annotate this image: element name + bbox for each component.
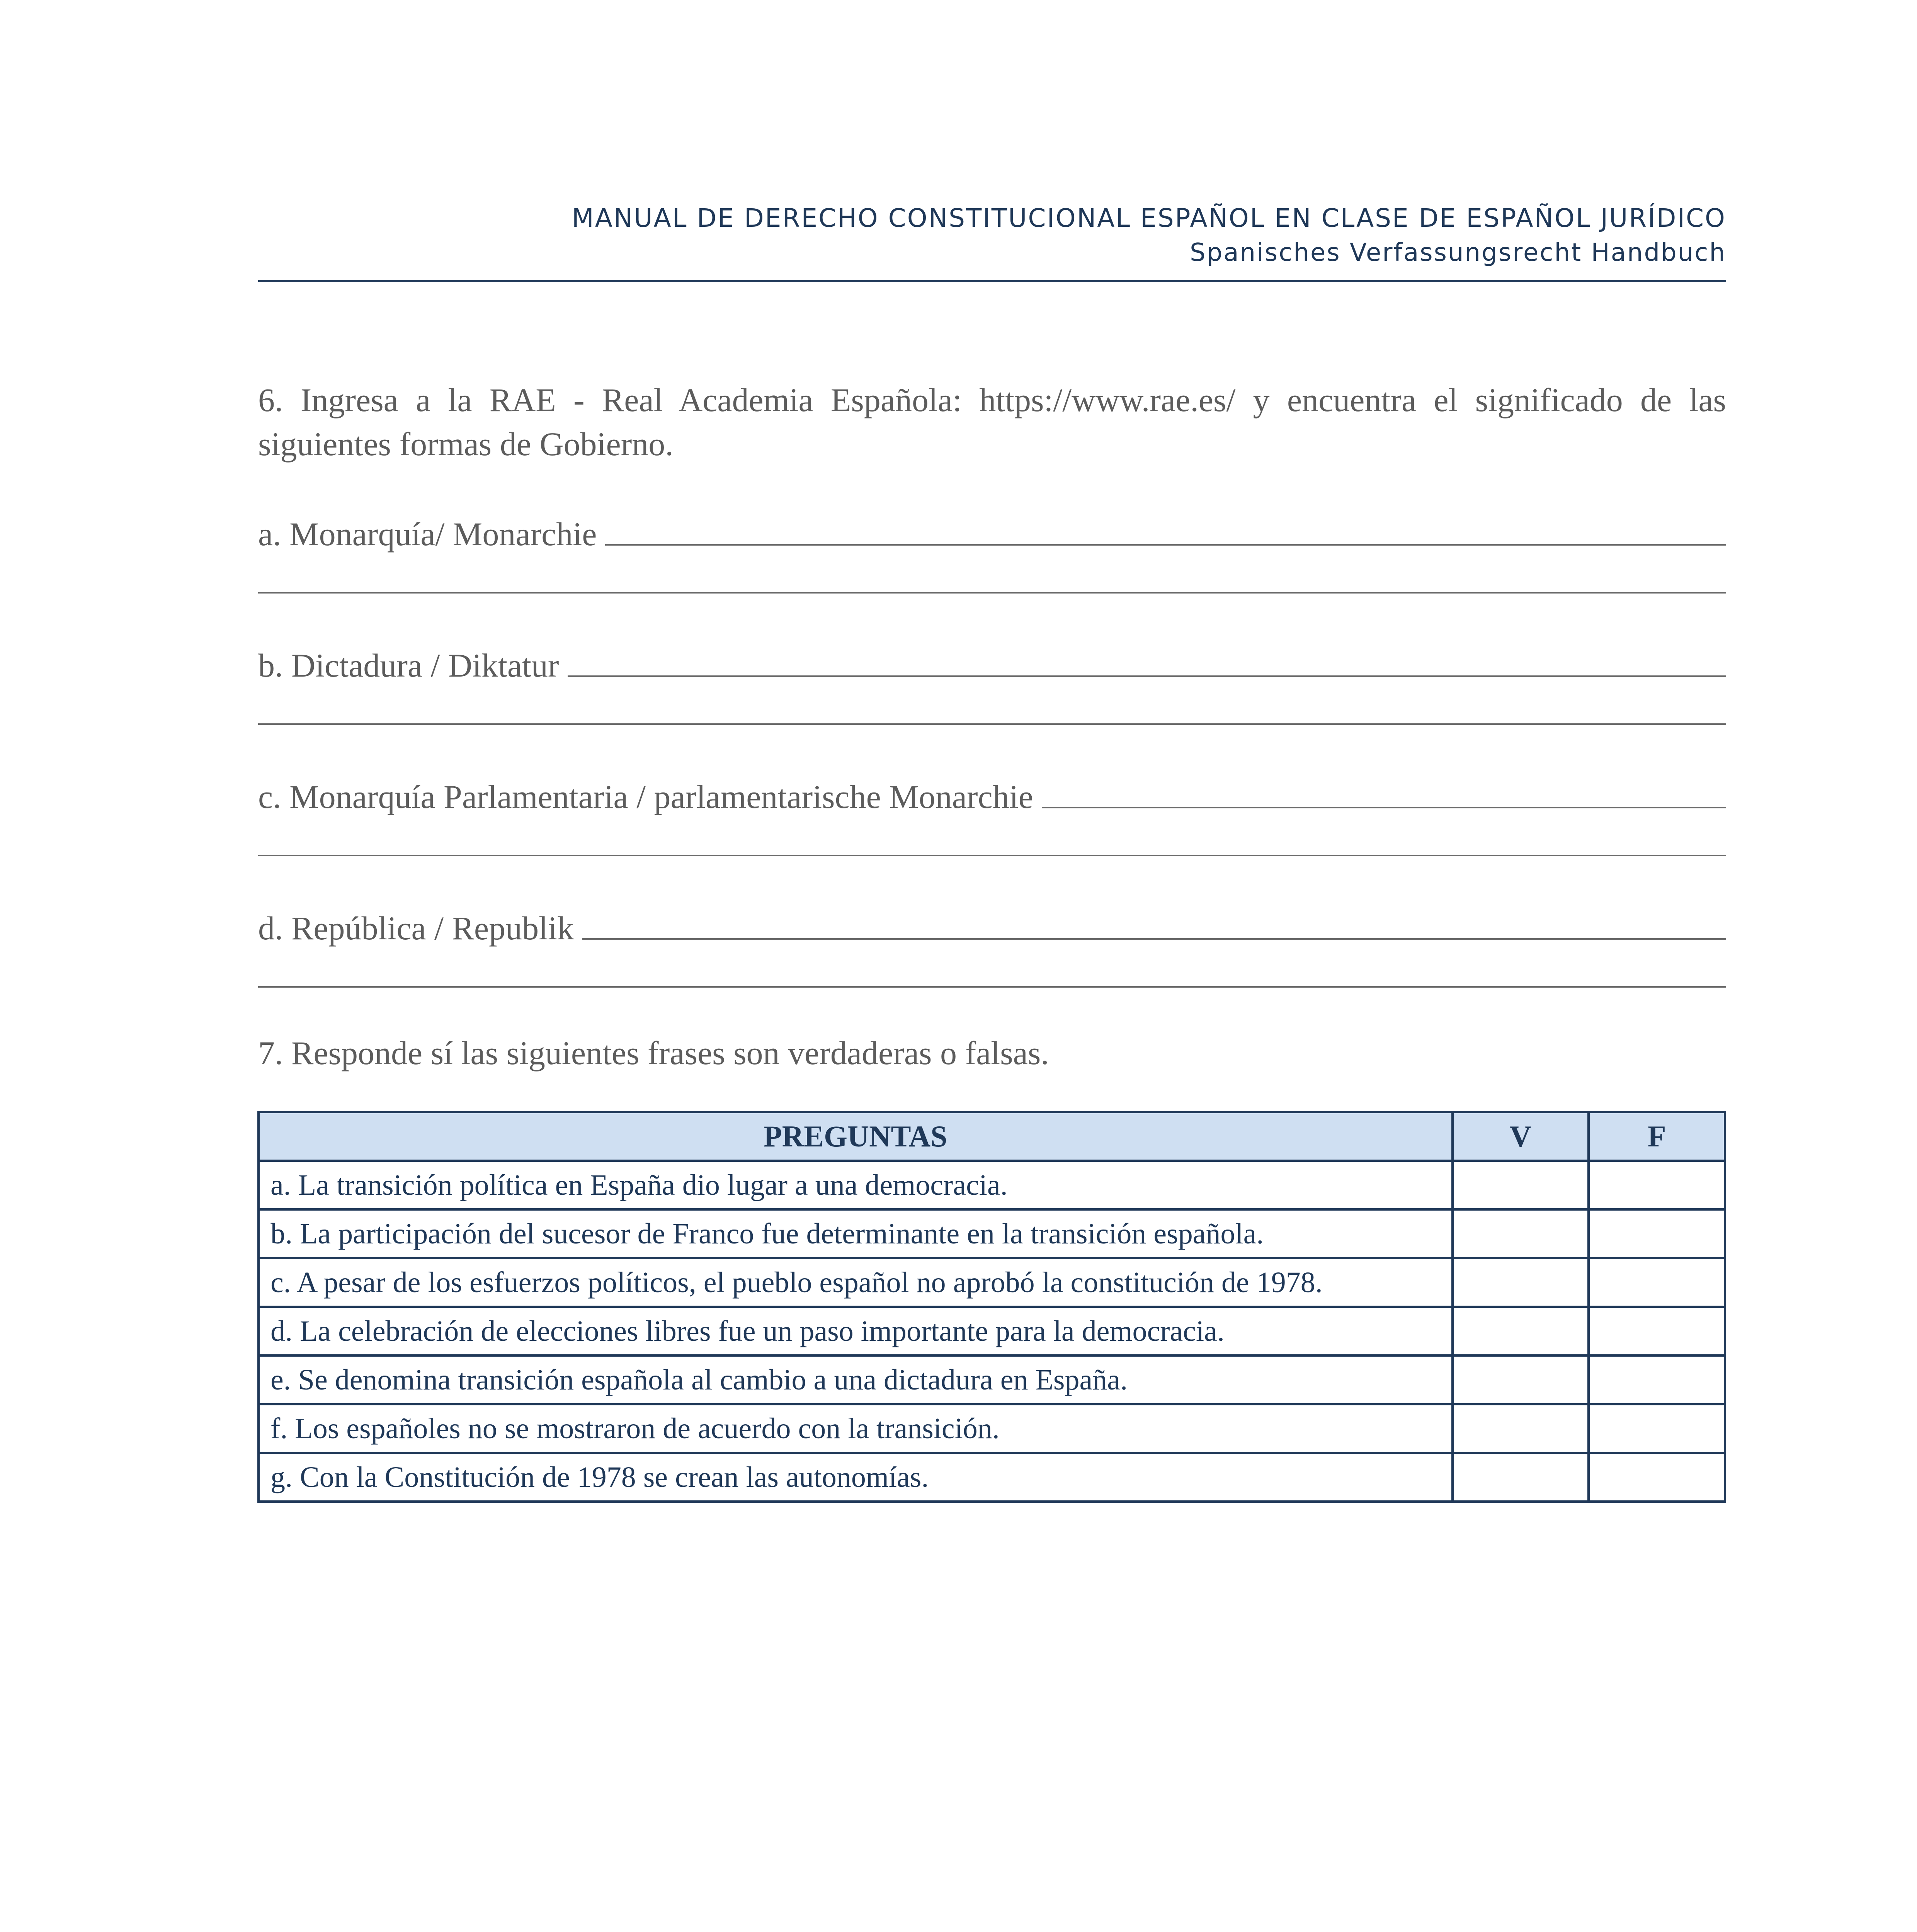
definition-item-a bbox=[258, 509, 1726, 587]
false-answer-cell[interactable] bbox=[1589, 1453, 1725, 1502]
answer-blank bbox=[1042, 807, 1726, 808]
false-answer-cell[interactable] bbox=[1589, 1355, 1725, 1404]
header-divider bbox=[258, 280, 1726, 282]
definition-label: d. República / Republik bbox=[258, 910, 574, 947]
answer-blank-line bbox=[258, 592, 1726, 594]
question-cell: c. A pesar de los esfuerzos políticos, el pueblo español no aprobó la constitución de 1978. bbox=[259, 1258, 1453, 1307]
true-answer-cell[interactable] bbox=[1453, 1209, 1589, 1258]
true-answer-cell[interactable] bbox=[1453, 1161, 1589, 1209]
table-row bbox=[259, 1307, 1725, 1355]
false-answer-cell[interactable] bbox=[1589, 1404, 1725, 1453]
column-header-false: F bbox=[1589, 1112, 1725, 1161]
question-cell: b. La participación del sucesor de Franco fue determinante en la transición española. bbox=[259, 1209, 1453, 1258]
false-answer-cell[interactable] bbox=[1589, 1209, 1725, 1258]
exercise-6-prompt: 6. Ingresa a la RAE - Real Academia Española: https://www.rae.es/ y encuentra el significado de las siguientes formas de Gobierno. bbox=[258, 381, 1726, 463]
true-false-table bbox=[257, 1111, 1726, 1503]
table-row bbox=[259, 1161, 1725, 1209]
false-answer-cell[interactable] bbox=[1589, 1161, 1725, 1209]
answer-blank-line bbox=[258, 723, 1726, 725]
answer-blank bbox=[582, 938, 1726, 940]
definition-label: a. Monarquía/ Monarchie bbox=[258, 515, 597, 553]
true-answer-cell[interactable] bbox=[1453, 1307, 1589, 1355]
definition-item-b bbox=[258, 641, 1726, 718]
header-subtitle: Spanisches Verfassungsrecht Handbuch bbox=[1190, 238, 1726, 267]
true-answer-cell[interactable] bbox=[1453, 1404, 1589, 1453]
running-header bbox=[258, 201, 1726, 270]
question-cell: f. Los españoles no se mostraron de acuerdo con la transición. bbox=[259, 1404, 1453, 1453]
table-header-row bbox=[259, 1112, 1725, 1161]
question-cell: d. La celebración de elecciones libres fue un paso importante para la democracia. bbox=[259, 1307, 1453, 1355]
true-answer-cell[interactable] bbox=[1453, 1355, 1589, 1404]
table-row bbox=[259, 1209, 1725, 1258]
answer-blank bbox=[568, 675, 1726, 677]
answer-blank-line bbox=[258, 986, 1726, 988]
answer-blank-line bbox=[258, 855, 1726, 856]
definition-item-d bbox=[258, 903, 1726, 981]
column-header-questions: PREGUNTAS bbox=[259, 1112, 1453, 1161]
true-answer-cell[interactable] bbox=[1453, 1453, 1589, 1502]
false-answer-cell[interactable] bbox=[1589, 1258, 1725, 1307]
true-answer-cell[interactable] bbox=[1453, 1258, 1589, 1307]
answer-blank bbox=[605, 544, 1726, 546]
question-cell: g. Con la Constitución de 1978 se crean las autonomías. bbox=[259, 1453, 1453, 1502]
column-header-true: V bbox=[1453, 1112, 1589, 1161]
table-row bbox=[259, 1404, 1725, 1453]
header-title: MANUAL DE DERECHO CONSTITUCIONAL ESPAÑOL EN CLASE DE ESPAÑOL JURÍDICO bbox=[572, 203, 1726, 233]
table-row bbox=[259, 1355, 1725, 1404]
definition-label: b. Dictadura / Diktatur bbox=[258, 647, 559, 684]
question-cell: e. Se denomina transición española al cambio a una dictadura en España. bbox=[259, 1355, 1453, 1404]
question-cell: a. La transición política en España dio lugar a una democracia. bbox=[259, 1161, 1453, 1209]
false-answer-cell[interactable] bbox=[1589, 1307, 1725, 1355]
definition-label: c. Monarquía Parlamentaria / parlamentarische Monarchie bbox=[258, 778, 1033, 815]
table-row bbox=[259, 1453, 1725, 1502]
exercise-7-prompt: 7. Responde sí las siguientes frases son verdaderas o falsas. bbox=[258, 1034, 1049, 1071]
table-row bbox=[259, 1258, 1725, 1307]
definition-item-c bbox=[258, 772, 1726, 849]
